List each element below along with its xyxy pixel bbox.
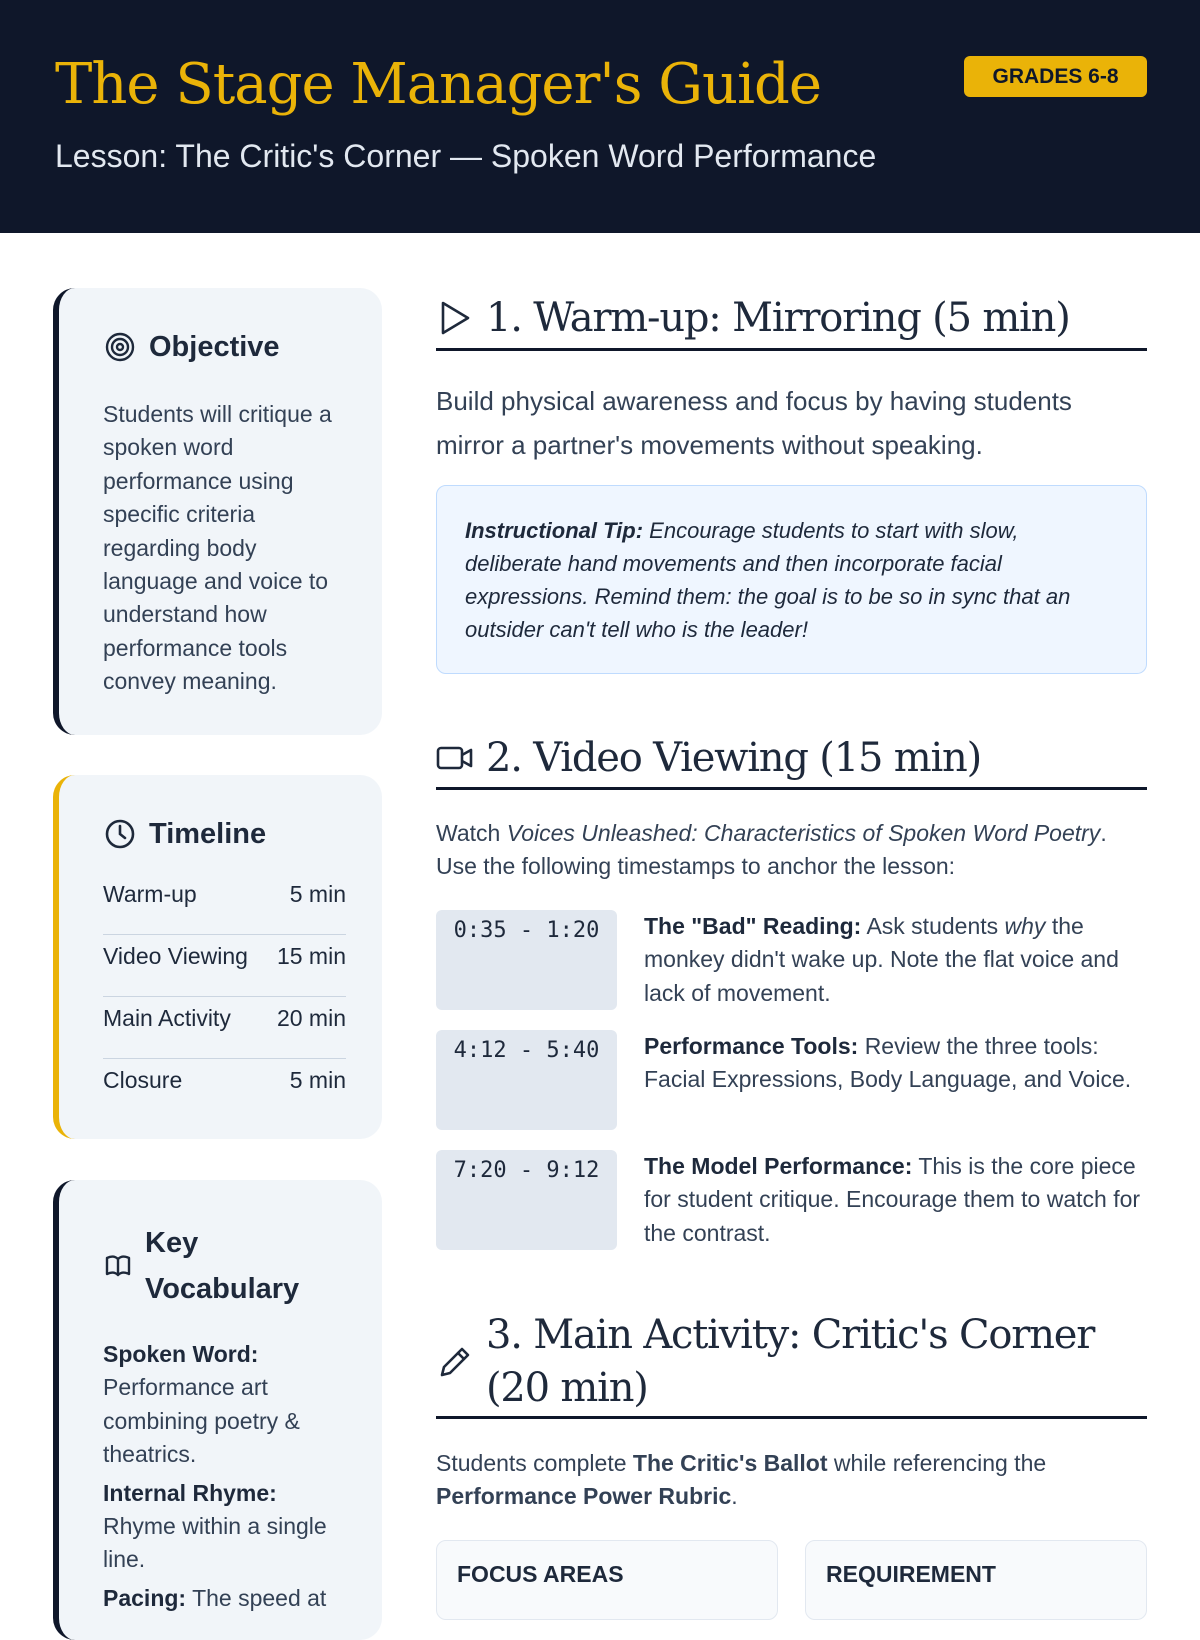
timestamp-text: This is the core piece for student critique. Encourage them to watch for the contrast. bbox=[644, 1153, 1141, 1246]
vocabulary-title-line1: Key bbox=[145, 1227, 199, 1259]
activity-text: . bbox=[731, 1483, 738, 1510]
play-icon bbox=[436, 299, 474, 337]
timestamp-row bbox=[436, 1030, 1147, 1130]
vocab-item bbox=[103, 1338, 343, 1472]
ballot-name: The Critic's Ballot bbox=[632, 1450, 828, 1476]
lesson-subtitle: Lesson: The Critic's Corner — Spoken Word Performance bbox=[55, 138, 877, 174]
video-name: Voices Unleashed: Characteristics of Spoken Word Poetry bbox=[506, 820, 1101, 846]
page-header bbox=[0, 0, 1200, 233]
vocab-definition: The speed at bbox=[192, 1584, 327, 1611]
video-intro-prefix: Watch bbox=[436, 820, 501, 846]
timestamp-label: The "Bad" Reading: bbox=[644, 913, 862, 939]
timeline-list bbox=[103, 873, 346, 1121]
video-intro bbox=[436, 817, 1136, 884]
timeline-label: Main Activity bbox=[103, 1005, 231, 1031]
activity-text: while referencing the bbox=[833, 1450, 1047, 1476]
vocab-term: Internal Rhyme: bbox=[103, 1479, 277, 1506]
timestamp-label: Performance Tools: bbox=[644, 1033, 859, 1059]
video-intro-suffix: . Use the following timestamps to anchor the lesson: bbox=[436, 820, 1107, 880]
focus-areas-box: FOCUS AREAS bbox=[436, 1540, 778, 1620]
instructional-tip bbox=[436, 485, 1147, 674]
timestamp-emphasis: why bbox=[1004, 913, 1046, 939]
vocab-definition: Performance art combining poetry & theatrics. bbox=[103, 1374, 300, 1468]
vocabulary-card bbox=[53, 1180, 382, 1640]
timeline-row bbox=[103, 935, 346, 997]
objective-card bbox=[53, 288, 382, 735]
timestamp-range: 7:20 - 9:12 bbox=[436, 1150, 617, 1250]
timeline-duration: 15 min bbox=[276, 943, 346, 969]
objective-header bbox=[103, 330, 280, 364]
vocab-definition: Rhyme within a single line. bbox=[103, 1513, 327, 1573]
timestamp-label: The Model Performance: bbox=[644, 1153, 913, 1179]
book-icon bbox=[103, 1249, 133, 1283]
vocab-item bbox=[103, 1477, 343, 1577]
vocabulary-list bbox=[103, 1338, 343, 1620]
requirement-box: REQUIREMENT bbox=[805, 1540, 1147, 1620]
timeline-card bbox=[53, 775, 382, 1139]
vocabulary-header bbox=[103, 1220, 299, 1312]
timestamp-range: 0:35 - 1:20 bbox=[436, 910, 617, 1010]
activity-text: Students complete bbox=[436, 1450, 627, 1476]
timestamp-description bbox=[644, 1150, 1144, 1250]
vocab-item bbox=[103, 1582, 343, 1615]
objective-title: Objective bbox=[149, 330, 280, 363]
timeline-title: Timeline bbox=[149, 817, 267, 850]
objective-text: Students will critique a spoken word performance using specific criteria regarding body language and voice to understand how performance tools convey meaning. bbox=[103, 401, 332, 695]
timestamp-row bbox=[436, 910, 1147, 1010]
timestamp-text: Ask students bbox=[866, 913, 999, 939]
timeline-label: Warm-up bbox=[103, 881, 197, 907]
pencil-icon bbox=[436, 1343, 474, 1381]
timestamp-text: the monkey didn't wake up. Note the flat voice and lack of movement. bbox=[644, 913, 1119, 1006]
tip-text: Encourage students to start with slow, deliberate hand movements and then incorporate facial expressions. Remind them: the goal is to be so in sync that an outsider can't tell who is the leader! bbox=[465, 518, 1071, 642]
vocab-term: Spoken Word: bbox=[103, 1341, 259, 1367]
vocabulary-title-line2: Vocabulary bbox=[145, 1273, 300, 1305]
timeline-label: Closure bbox=[103, 1067, 183, 1093]
warmup-title: 1. Warm-up: Mirroring (5 min) bbox=[486, 295, 1070, 341]
timestamp-description bbox=[644, 1030, 1144, 1097]
video-camera-icon bbox=[436, 739, 474, 777]
timeline-duration: 20 min bbox=[276, 1005, 346, 1031]
timestamp-range: 4:12 - 5:40 bbox=[436, 1030, 617, 1130]
rubric-name: Performance Power Rubric bbox=[436, 1483, 732, 1510]
grade-badge: GRADES 6-8 bbox=[964, 56, 1147, 97]
target-icon bbox=[103, 330, 137, 364]
activity-section-heading bbox=[436, 1308, 1147, 1419]
warmup-description: Build physical awareness and focus by having students mirror a partner's movements without speaking. bbox=[436, 386, 1072, 460]
timeline-duration: 5 min bbox=[289, 1067, 346, 1093]
timestamp-description bbox=[644, 910, 1144, 1010]
video-section-heading bbox=[436, 728, 1147, 790]
warmup-section-heading bbox=[436, 288, 1147, 351]
timeline-duration: 5 min bbox=[289, 881, 346, 907]
timeline-row bbox=[103, 997, 346, 1059]
timeline-label: Video Viewing bbox=[103, 943, 248, 969]
clock-icon bbox=[103, 817, 137, 851]
tip-label: Instructional Tip: bbox=[465, 518, 644, 543]
page-title: The Stage Manager's Guide bbox=[55, 52, 821, 117]
activity-description bbox=[436, 1447, 1136, 1514]
vocabulary-title bbox=[145, 1220, 299, 1312]
timestamp-text: Review the three tools: Facial Expressions, Body Language, and Voice. bbox=[644, 1033, 1132, 1093]
timeline-row bbox=[103, 873, 346, 935]
vocab-term: Pacing: bbox=[103, 1584, 187, 1611]
timestamp-row bbox=[436, 1150, 1147, 1250]
timeline-header bbox=[103, 817, 266, 851]
timeline-row bbox=[103, 1059, 346, 1121]
video-title: 2. Video Viewing (15 min) bbox=[486, 734, 982, 781]
activity-title: 3. Main Activity: Critic's Corner (20 min) bbox=[486, 1312, 1095, 1411]
